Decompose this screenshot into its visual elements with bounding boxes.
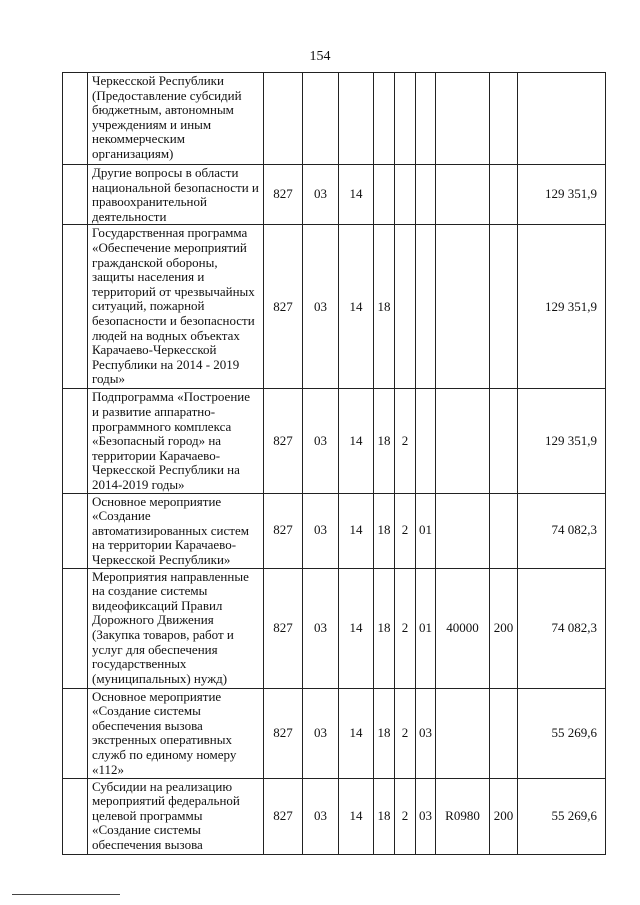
program-code-cell: 18 (374, 389, 395, 493)
expense-type-cell: 200 (490, 568, 518, 688)
row-index-cell (63, 778, 88, 854)
program-code-cell (374, 165, 395, 225)
row-index-cell (63, 73, 88, 165)
amount-cell: 55 269,6 (518, 688, 606, 778)
table-row (63, 493, 606, 568)
amount-cell: 74 082,3 (518, 568, 606, 688)
direction-code-cell (436, 493, 490, 568)
section-code-cell: 03 (303, 225, 339, 389)
item-name-cell: Черкесской Республики (Предоставление субсидий бюджетным, автономным учреждениям и иным некоммерческим организациям) (88, 73, 264, 165)
subsection-code-cell: 14 (339, 225, 374, 389)
subprogram-code-cell: 2 (395, 568, 416, 688)
program-code-cell: 18 (374, 688, 395, 778)
amount-cell: 129 351,9 (518, 165, 606, 225)
subprogram-code-cell (395, 225, 416, 389)
direction-code-cell (436, 225, 490, 389)
ministry-code-cell: 827 (264, 688, 303, 778)
section-code-cell: 03 (303, 688, 339, 778)
activity-code-cell (416, 225, 436, 389)
table-row (63, 688, 606, 778)
ministry-code-cell: 827 (264, 389, 303, 493)
expense-type-cell (490, 73, 518, 165)
subsection-code-cell: 14 (339, 389, 374, 493)
subsection-code-cell: 14 (339, 568, 374, 688)
expense-type-cell (490, 389, 518, 493)
subprogram-code-cell: 2 (395, 688, 416, 778)
direction-code-cell (436, 389, 490, 493)
section-code-cell: 03 (303, 568, 339, 688)
row-index-cell (63, 389, 88, 493)
amount-cell: 129 351,9 (518, 225, 606, 389)
subsection-code-cell (339, 73, 374, 165)
item-name-cell: Основное мероприятие «Создание автоматизированных систем на территории Карачаево-Черкесской Республики» (88, 493, 264, 568)
ministry-code-cell: 827 (264, 493, 303, 568)
item-name-cell: Основное мероприятие «Создание системы обеспечения вызова экстренных оперативных служб по единому номеру «112» (88, 688, 264, 778)
expense-type-cell (490, 165, 518, 225)
section-code-cell: 03 (303, 778, 339, 854)
amount-cell: 74 082,3 (518, 493, 606, 568)
direction-code-cell: 40000 (436, 568, 490, 688)
row-index-cell (63, 165, 88, 225)
activity-code-cell (416, 73, 436, 165)
ministry-code-cell: 827 (264, 778, 303, 854)
program-code-cell: 18 (374, 568, 395, 688)
amount-cell: 55 269,6 (518, 778, 606, 854)
footer-rule (12, 894, 120, 895)
activity-code-cell: 03 (416, 778, 436, 854)
activity-code-cell (416, 389, 436, 493)
item-name-cell: Государственная программа «Обеспечение мероприятий гражданской обороны, защиты населения и территорий от чрезвычайных ситуаций, пожарной безопасности и безопасности людей на водных объектах Карачаево-Черкесской Республики на 2014 - 2019 годы» (88, 225, 264, 389)
expense-type-cell (490, 225, 518, 389)
item-name-cell: Субсидии на реализацию мероприятий федеральной целевой программы «Создание системы обеспечения вызова (88, 778, 264, 854)
item-name-cell: Другие вопросы в области национальной безопасности и правоохранительной деятельности (88, 165, 264, 225)
program-code-cell (374, 73, 395, 165)
activity-code-cell (416, 165, 436, 225)
item-name-cell: Подпрограмма «Построение и развитие аппаратно-программного комплекса «Безопасный город» на территории Карачаево-Черкесской Республики на 2014-2019 годы» (88, 389, 264, 493)
activity-code-cell: 01 (416, 493, 436, 568)
page-number: 154 (309, 49, 331, 64)
direction-code-cell: R0980 (436, 778, 490, 854)
subprogram-code-cell: 2 (395, 389, 416, 493)
section-code-cell: 03 (303, 165, 339, 225)
expense-type-cell (490, 688, 518, 778)
expense-type-cell (490, 493, 518, 568)
budget-table (62, 72, 606, 855)
direction-code-cell (436, 165, 490, 225)
subprogram-code-cell: 2 (395, 493, 416, 568)
ministry-code-cell: 827 (264, 225, 303, 389)
section-code-cell: 03 (303, 389, 339, 493)
expense-type-cell: 200 (490, 778, 518, 854)
direction-code-cell (436, 73, 490, 165)
section-code-cell: 03 (303, 493, 339, 568)
ministry-code-cell (264, 73, 303, 165)
subprogram-code-cell: 2 (395, 778, 416, 854)
subsection-code-cell: 14 (339, 165, 374, 225)
program-code-cell: 18 (374, 778, 395, 854)
table-row (63, 225, 606, 389)
item-name-cell: Мероприятия направленные на создание системы видеофиксаций Правил Дорожного Движения (Закупка товаров, работ и услуг для обеспечения государственных (муниципальных) нужд) (88, 568, 264, 688)
activity-code-cell: 01 (416, 568, 436, 688)
subsection-code-cell: 14 (339, 688, 374, 778)
subsection-code-cell: 14 (339, 778, 374, 854)
direction-code-cell (436, 688, 490, 778)
table-row (63, 389, 606, 493)
activity-code-cell: 03 (416, 688, 436, 778)
amount-cell: 129 351,9 (518, 389, 606, 493)
ministry-code-cell: 827 (264, 165, 303, 225)
program-code-cell: 18 (374, 493, 395, 568)
subsection-code-cell: 14 (339, 493, 374, 568)
section-code-cell (303, 73, 339, 165)
table-row (63, 73, 606, 165)
subprogram-code-cell (395, 73, 416, 165)
ministry-code-cell: 827 (264, 568, 303, 688)
table-row (63, 165, 606, 225)
row-index-cell (63, 568, 88, 688)
subprogram-code-cell (395, 165, 416, 225)
row-index-cell (63, 493, 88, 568)
program-code-cell: 18 (374, 225, 395, 389)
row-index-cell (63, 225, 88, 389)
row-index-cell (63, 688, 88, 778)
table-row (63, 778, 606, 854)
table-row (63, 568, 606, 688)
amount-cell (518, 73, 606, 165)
